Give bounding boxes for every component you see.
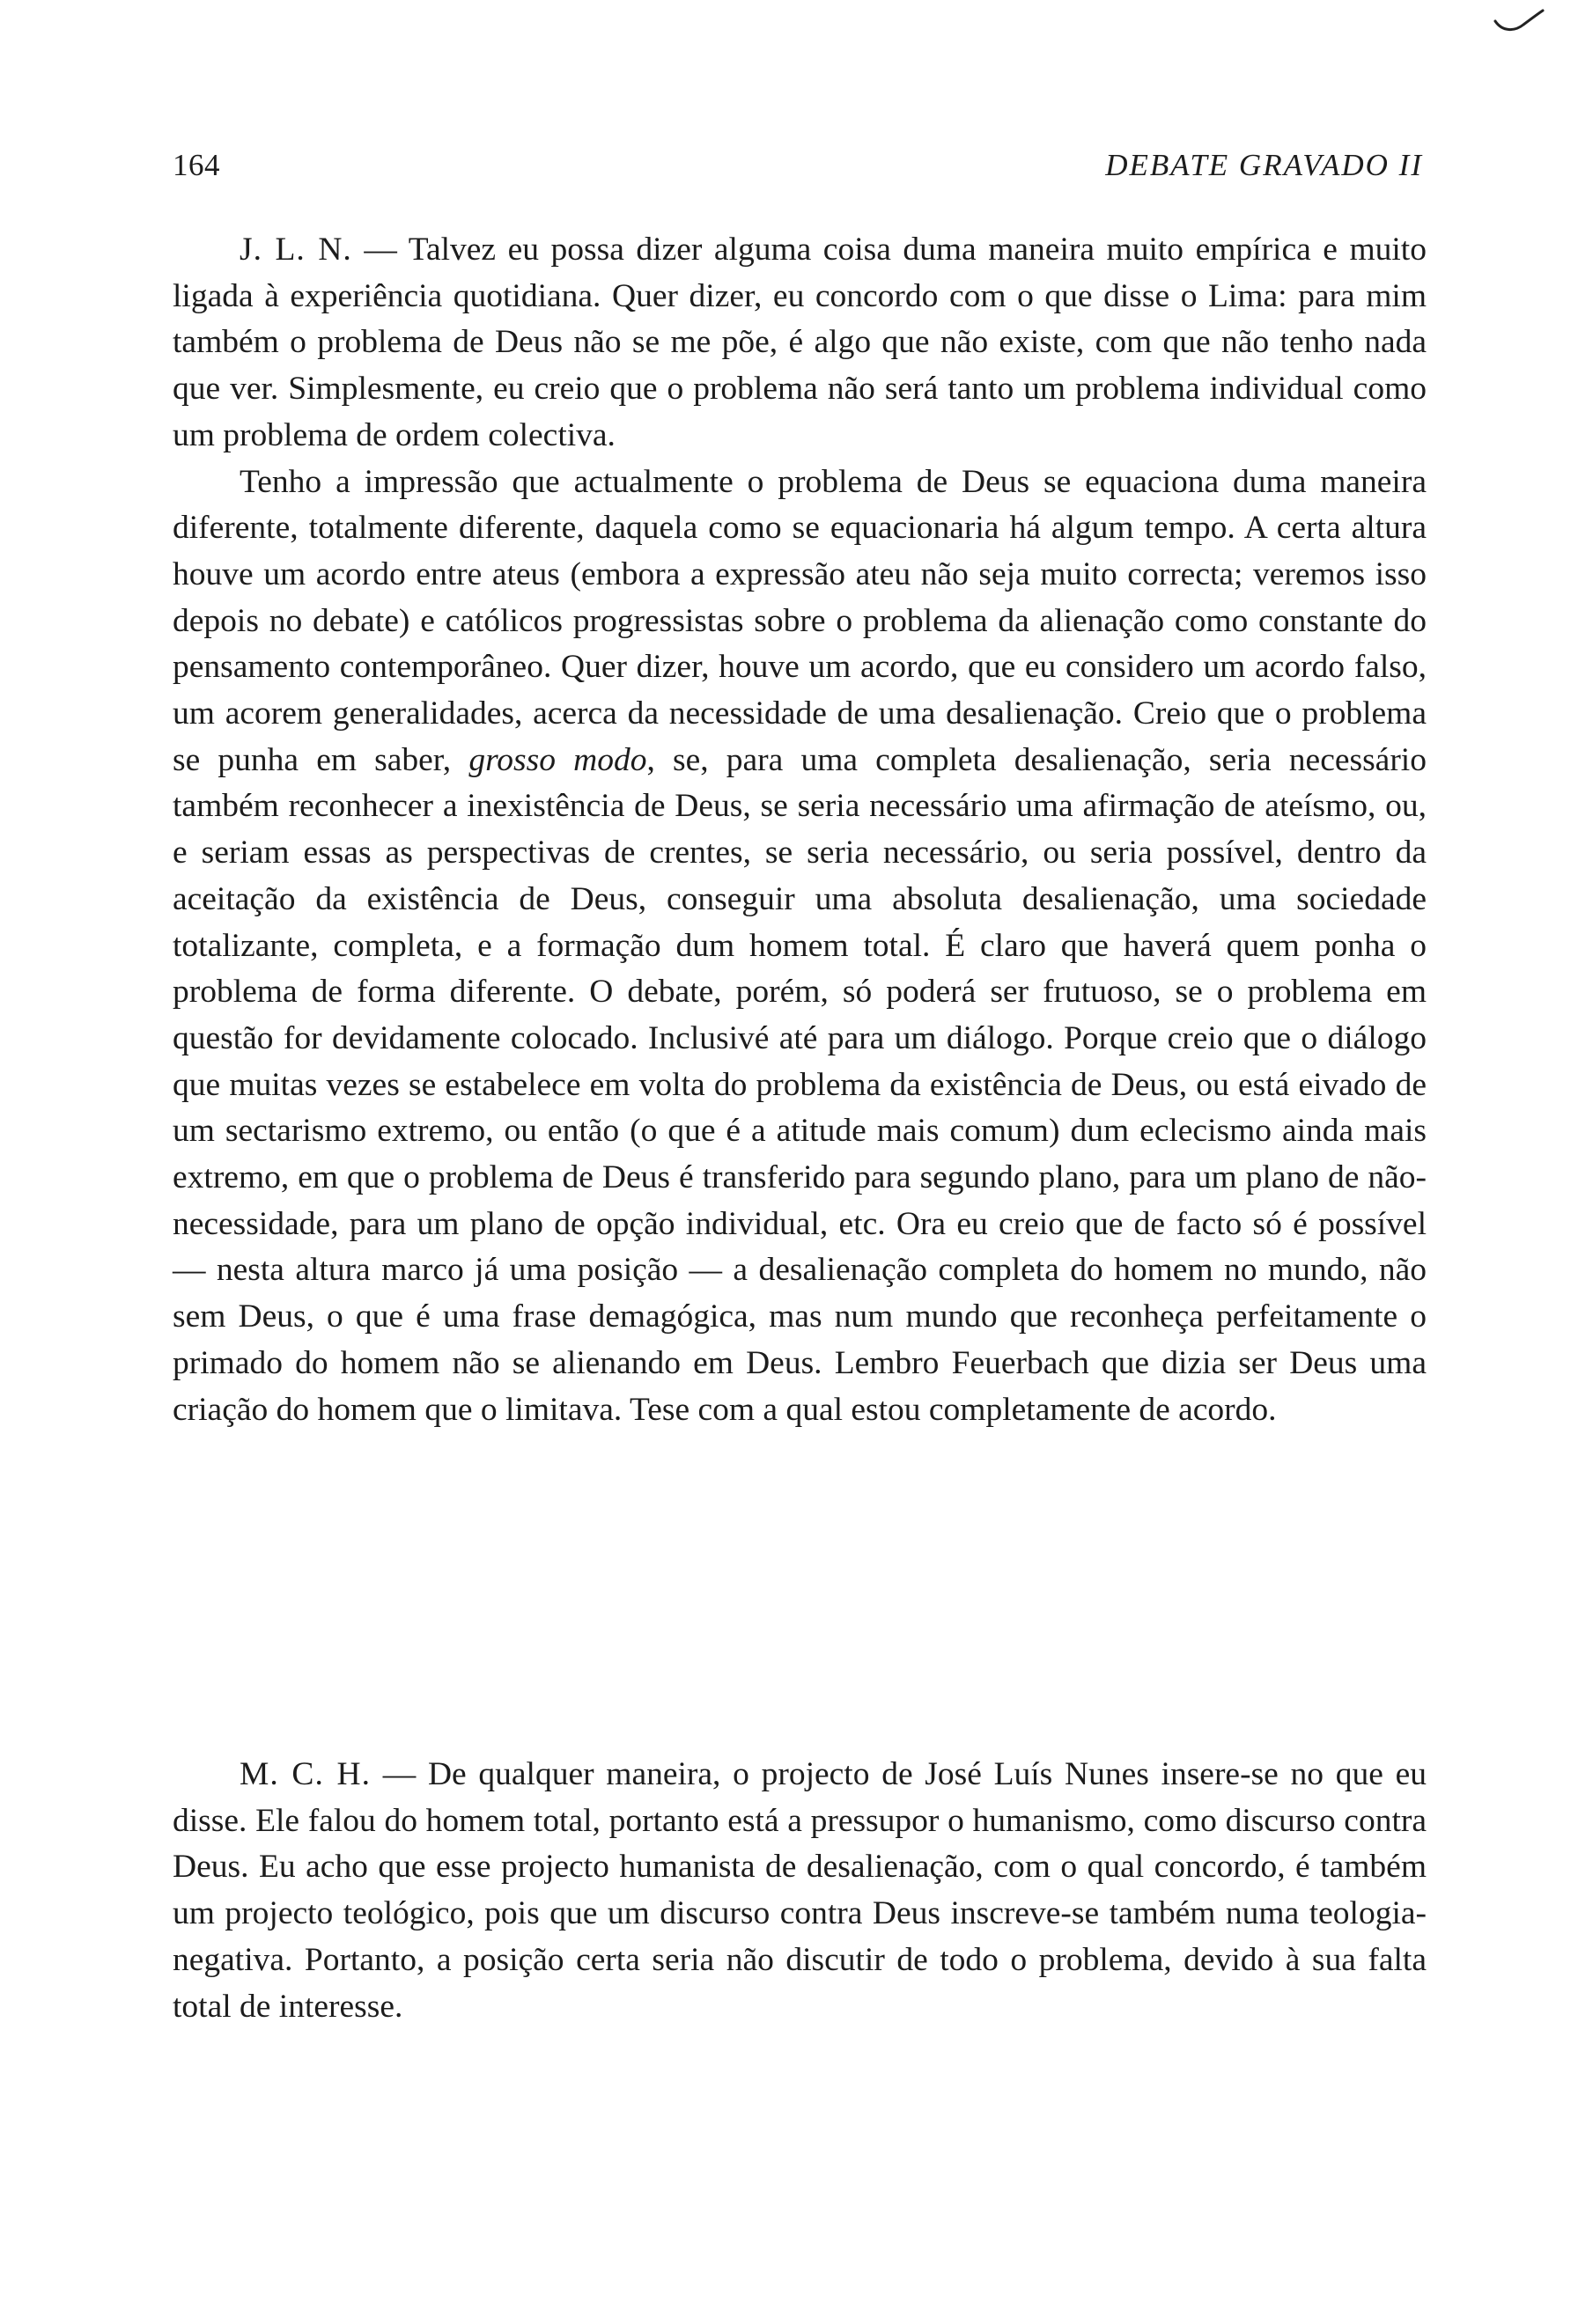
paragraph-text: Tenho a impressão que actualmente o problema de Deus se equaciona duma maneira diferente, totalmente diferente, daquela como se equacionaria há algum tempo. A certa altura houve um acordo entre ateus (embora a expressão ateu não seja muito correcta; veremos isso depois no debate) e católicos progressistas sobre o problema da alienação como constante do pensamento contemporâneo. Quer dizer, houve um acordo, que eu considero um acordo falso, um acorem generalidades, acerca da necessidade de uma desalienação. Creio que o problema se punha em saber, — [173, 463, 1427, 778]
page-header — [173, 148, 1423, 187]
speaker-section-jln — [173, 227, 1427, 1433]
speaker-section-mch — [173, 1752, 1427, 2030]
running-title: DEBATE GRAVADO II — [1105, 148, 1423, 182]
pencil-mark-icon — [1492, 5, 1545, 35]
italic-phrase: grosso modo — [468, 741, 647, 778]
em-dash: — — [351, 232, 409, 268]
speaker-label: M. C. H. — [240, 1756, 371, 1792]
paragraph-text: Talvez eu possa dizer alguma coisa duma maneira muito empírica e muito ligada à experiência quotidiana. Quer dizer, eu concordo com o que disse o Lima: para mim também o problema de Deus não se me põe, é algo que não existe, com que não tenho nada que ver. Simplesmente, eu creio que o problema não será tanto um problema individual como um problema de ordem colectiva. — [173, 232, 1427, 453]
em-dash: — — [371, 1756, 428, 1792]
paragraph — [173, 227, 1427, 460]
paragraph-text: , se, para uma completa desalienação, seria necessário também reconhecer a inexistência de Deus, se seria necessário uma afirmação de ateísmo, ou, e seriam essas as perspectivas de crentes, se seria necessário, ou seria possível, dentro da aceitação da existência de Deus, conseguir uma absoluta desalienação, uma sociedade totalizante, completa, e a formação dum homem total. É claro que haverá quem ponha o problema de forma diferente. O debate, porém, só poderá ser frutuoso, se o problema em questão for devidamente colocado. Inclusivé até para um diálogo. Porque creio que o diálogo que muitas vezes se estabelece em volta do problema da existência de Deus, ou está eivado de um sectarismo extremo, ou então (o que é a atitude mais comum) dum eclecismo ainda mais extremo, em que o problema de Deus é transferido para segundo plano, para um plano de não-necessidade, para um plano de opção individual, etc. Ora eu creio que de facto só é possível — nesta altura marco já uma posição — a desalienação completa do homem no mundo, não sem Deus, o que é uma frase demagógica, mas num mundo que reconheça perfeitamente o primado do homem não se alienando em Deus. Lembro Feuerbach que dizia ser Deus uma criação do homem que o limitava. Tese com a qual estou completamente de acordo. — [173, 741, 1427, 1428]
paragraph — [173, 460, 1427, 1434]
paragraph — [173, 1752, 1427, 2030]
paragraph-text: De qualquer maneira, o projecto de José Luís Nunes insere-se no que eu disse. Ele falou do homem total, portanto está a pressupor o humanismo, como discurso contra Deus. Eu acho que esse projecto humanista de desalienação, com o qual concordo, é também um projecto teológico, pois que um discurso contra Deus inscreve-se também numa teologia-negativa. Portanto, a posição certa seria não discutir de todo o problema, devido à sua falta total de interesse. — [173, 1756, 1427, 2025]
page-number: 164 — [173, 148, 220, 182]
speaker-label: J. L. N. — [240, 232, 352, 268]
